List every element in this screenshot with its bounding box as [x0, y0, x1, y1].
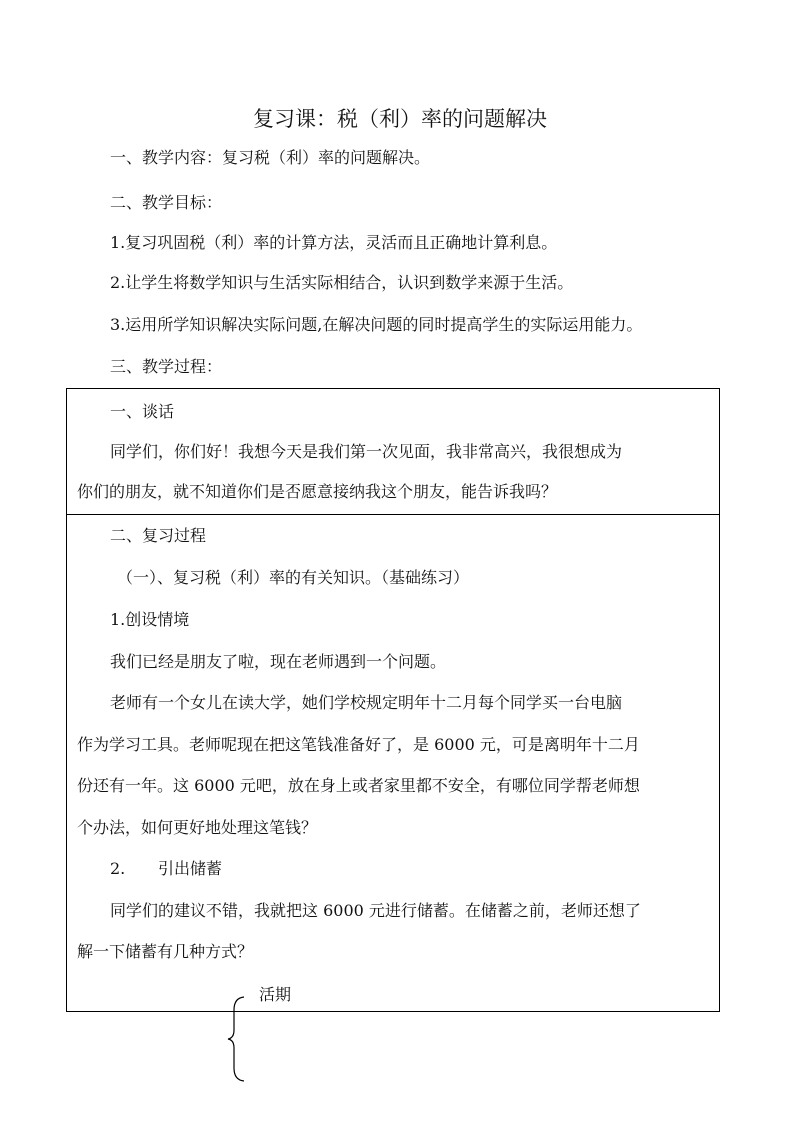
goal-item: 3.运用所学知识解决实际问题,在解决问题的同时提高学生的实际运用能力。 — [110, 315, 643, 334]
section-teaching-content: 一、教学内容：复习税（利）率的问题解决。 — [110, 148, 431, 167]
brace-item-current-deposit: 活期 — [259, 985, 292, 1004]
goal-item: 2.让学生将数学知识与生活实际相结合，认识到数学来源于生活。 — [110, 273, 574, 292]
table-cell-talk — [66, 388, 720, 515]
document-title: 复习课：税（利）率的问题解决 — [253, 107, 547, 131]
cell-subheading: （一）、复习税（利）率的有关知识。（基础练习） — [117, 568, 470, 587]
cell-heading: 二、复习过程 — [110, 526, 207, 545]
section-teaching-goals: 二、教学目标： — [110, 193, 223, 212]
cell-text-line: 同学们，你们好！我想今天是我们第一次见面，我非常高兴，我很想成为 — [110, 442, 623, 461]
cell-text-line: 作为学习工具。老师呢现在把这笔钱准备好了，是 6000 元，可是离明年十二月 — [77, 735, 640, 754]
cell-text-line: 我们已经是朋友了啦，现在老师遇到一个问题。 — [110, 652, 447, 671]
table-cell-review — [66, 514, 720, 1012]
curly-brace-icon — [226, 996, 248, 1082]
cell-text-line: 个办法，如何更好地处理这笔钱？ — [77, 818, 318, 837]
goal-item: 1.复习巩固税（利）率的计算方法，灵活而且正确地计算利息。 — [110, 233, 558, 252]
cell-text-line: 你们的朋友，就不知道你们是否愿意接纳我这个朋友，能告诉我吗？ — [77, 482, 558, 501]
step-title: 引出储蓄 — [158, 859, 223, 878]
step-title: 1.创设情境 — [110, 610, 190, 629]
section-teaching-process: 三、教学过程： — [110, 357, 223, 376]
cell-text-line: 老师有一个女儿在读大学，她们学校规定明年十二月每个同学买一台电脑 — [110, 693, 623, 712]
cell-text-line: 同学们的建议不错，我就把这 6000 元进行储蓄。在储蓄之前，老师还想了 — [110, 901, 641, 920]
cell-text-line: 解一下储蓄有几种方式？ — [77, 942, 254, 961]
cell-text-line: 份还有一年。这 6000 元吧，放在身上或者家里都不安全，有哪位同学帮老师想 — [77, 776, 640, 795]
step-number: 2. — [110, 859, 126, 878]
cell-heading: 一、谈话 — [110, 402, 175, 421]
